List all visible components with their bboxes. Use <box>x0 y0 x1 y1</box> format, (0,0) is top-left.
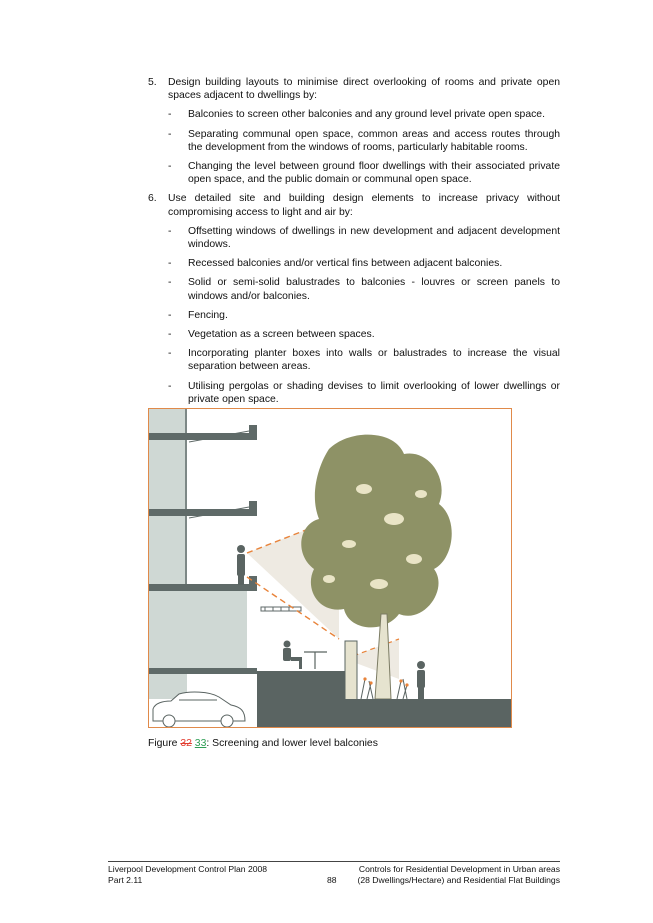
sub-item <box>148 309 560 322</box>
dash-bullet: - <box>168 329 172 341</box>
dash-bullet: - <box>168 128 172 140</box>
footer-section-title: Controls for Residential Development in Urban areas <box>358 864 560 874</box>
sub-item-text: Fencing. <box>188 309 228 321</box>
footer-plan-title: Liverpool Development Control Plan 2008 <box>108 864 268 874</box>
caption-inserted-number: 33 <box>194 738 207 749</box>
sub-item <box>148 128 560 154</box>
person-on-ground <box>417 661 425 699</box>
floor-slab <box>149 668 257 674</box>
garden-table <box>304 652 327 669</box>
caption-prefix: Figure <box>148 738 181 749</box>
dash-bullet: - <box>168 161 172 173</box>
sub-item-text: Vegetation as a screen between spaces. <box>188 329 375 341</box>
dash-bullet: - <box>168 258 172 270</box>
sub-item-text: Recessed balconies and/or vertical fins between adjacent balconies. <box>188 258 503 270</box>
section-illustration <box>148 408 512 728</box>
planter-wall <box>345 641 357 703</box>
dash-bullet: - <box>168 348 172 360</box>
sub-item-text: Solid or semi-solid balustrades to balconies - louvres or screen panels to windows and/or balconies. <box>188 277 560 302</box>
footer-section-subtitle: (28 Dwellings/Hectare) and Residential Flat Buildings <box>357 875 560 885</box>
figure-caption <box>148 737 378 750</box>
balcony-upright <box>249 425 257 440</box>
list-item-text: Use detailed site and building design elements to increase privacy without compromising access to light and air by: <box>168 193 560 218</box>
ground-level <box>345 699 511 727</box>
sub-item <box>148 225 560 251</box>
list-item-5 <box>148 76 560 102</box>
footer-left <box>108 864 267 886</box>
sub-item-text: Offsetting windows of dwellings in new development and adjacent development windows. <box>188 225 560 251</box>
sub-item <box>148 347 560 373</box>
person-on-balcony <box>237 545 245 585</box>
dash-bullet: - <box>168 109 172 121</box>
sub-item-text: Separating communal open space, common areas and access routes through the development from the windows of rooms, particularly habitable rooms. <box>188 128 560 153</box>
floor-slab <box>149 584 257 591</box>
list-item-text: Design building layouts to minimise direct overlooking of rooms and private open spaces adjacent to dwellings by: <box>168 77 560 102</box>
dash-bullet: - <box>168 277 172 289</box>
building-wall <box>149 409 187 699</box>
sub-item <box>148 160 560 186</box>
list-number: 6. <box>148 193 157 205</box>
footer-part: Part 2.11 <box>108 875 143 885</box>
balcony-upright <box>249 501 257 516</box>
caption-deleted-number: 32 <box>180 738 192 749</box>
sub-item <box>148 380 560 406</box>
tree-canopy <box>301 435 451 628</box>
dash-bullet: - <box>168 380 172 392</box>
sub-item <box>148 257 560 270</box>
sub-item <box>148 108 560 121</box>
footer-divider <box>108 861 560 862</box>
footer-right <box>357 864 560 886</box>
sub-item-text: Balconies to screen other balconies and any ground level private open space. <box>188 109 545 121</box>
caption-text: : Screening and lower level balconies <box>206 738 378 749</box>
list-item-6 <box>148 192 560 218</box>
page-number: 88 <box>327 875 337 885</box>
list-number: 5. <box>148 77 157 88</box>
lower-wall <box>187 589 247 671</box>
dash-bullet: - <box>168 225 172 237</box>
raised-terrace <box>257 671 345 727</box>
sub-item <box>148 328 560 341</box>
sub-item <box>148 276 560 302</box>
sub-item-text: Utilising pergolas or shading devises to limit overlooking of lower dwellings or private open space. <box>188 380 560 405</box>
seated-person <box>283 641 302 670</box>
body-text <box>148 76 560 406</box>
sub-item-text: Changing the level between ground floor dwellings with their associated private open space, and the public domain or communal open space. <box>188 161 560 186</box>
building-section-drawing <box>149 409 511 727</box>
dash-bullet: - <box>168 309 172 321</box>
sub-item-text: Incorporating planter boxes into walls or balustrades to increase the visual separation between areas. <box>188 348 560 373</box>
